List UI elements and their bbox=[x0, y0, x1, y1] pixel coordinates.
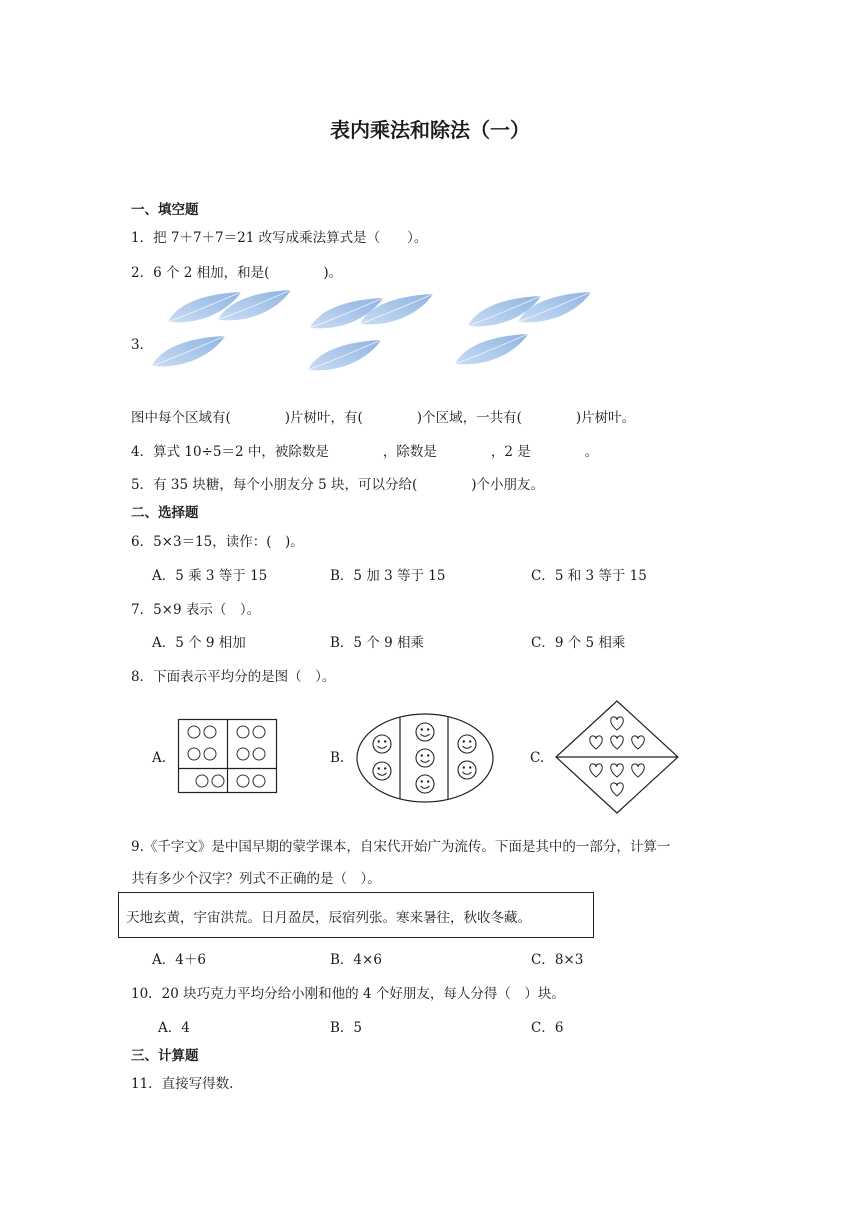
figure-a-rectangle bbox=[178, 719, 277, 793]
circle-icon bbox=[253, 775, 265, 787]
circle-icon bbox=[237, 748, 249, 760]
smiley-icon bbox=[458, 761, 476, 779]
leaf-group-2 bbox=[308, 294, 433, 370]
question-3-number: 3． bbox=[131, 337, 154, 353]
smiley-icon bbox=[458, 735, 476, 753]
question-3: 图中每个区域有( )片树叶，有( )个区域，一共有( )片树叶。 bbox=[131, 410, 636, 426]
circle-icon bbox=[188, 748, 200, 760]
section-heading-fill-blank: 一、填空题 bbox=[131, 202, 199, 218]
circle-icon bbox=[237, 775, 249, 787]
question-10: 10．20 块巧克力平均分给小刚和他的 4 个好朋友，每人分得（ ）块。 bbox=[131, 986, 565, 1002]
figure-b-ellipse bbox=[355, 713, 495, 803]
q6-option-c: C．5 和 3 等于 15 bbox=[531, 568, 647, 584]
q9-option-c: C．8×3 bbox=[531, 952, 584, 968]
leaf-icon bbox=[308, 340, 381, 370]
q9-option-a: A．4＋6 bbox=[152, 952, 206, 968]
question-1: 1．把 7＋7＋7＝21 改写成乘法算式是（ ）。 bbox=[131, 230, 428, 246]
circle-icon bbox=[204, 748, 216, 760]
q10-option-a: A．4 bbox=[158, 1020, 190, 1036]
smiley-icon bbox=[416, 775, 434, 793]
question-5: 5．有 35 块糖，每个小朋友分 5 块，可以分给( )个小朋友。 bbox=[131, 477, 545, 493]
smiley-icon bbox=[416, 723, 434, 741]
question-11: 11．直接写得数. bbox=[131, 1076, 234, 1092]
q8-option-c-label: C. bbox=[530, 750, 545, 766]
section-heading-choice: 二、选择题 bbox=[131, 505, 199, 521]
question-2: 2．6 个 2 相加，和是( )。 bbox=[131, 265, 343, 281]
q9-option-b: B．4×6 bbox=[330, 952, 382, 968]
leaf-figure bbox=[150, 290, 600, 390]
question-7: 7．5×9 表示（ ）。 bbox=[131, 602, 261, 618]
figure-c-diamond bbox=[555, 700, 679, 814]
circle-icon bbox=[237, 726, 249, 738]
leaf-group-1 bbox=[152, 290, 291, 366]
heart-icon bbox=[611, 783, 624, 796]
smiley-icon bbox=[416, 749, 434, 767]
heart-icon bbox=[611, 717, 624, 730]
q6-option-a: A．5 乘 3 等于 15 bbox=[152, 568, 268, 584]
heart-icon bbox=[611, 736, 624, 749]
heart-icon bbox=[590, 764, 603, 777]
heart-icon bbox=[590, 736, 603, 749]
q7-option-c: C．9 个 5 相乘 bbox=[531, 635, 626, 651]
leaf-group-3 bbox=[455, 292, 591, 364]
circle-icon bbox=[253, 726, 265, 738]
q8-option-b-label: B. bbox=[330, 750, 345, 766]
circle-icon bbox=[212, 775, 224, 787]
poem-text: 天地玄黄，宇宙洪荒。日月盈昃，辰宿列张。寒来暑往，秋收冬藏。 bbox=[126, 910, 531, 926]
q8-option-a-label: A. bbox=[152, 750, 167, 766]
heart-icon bbox=[632, 736, 645, 749]
q6-option-b: B．5 加 3 等于 15 bbox=[330, 568, 446, 584]
section-heading-calculation: 三、计算题 bbox=[131, 1048, 199, 1064]
heart-icon bbox=[611, 764, 624, 777]
circle-icon bbox=[188, 726, 200, 738]
question-4: 4．算式 10÷5＝2 中，被除数是 ，除数是 ，2 是 。 bbox=[131, 444, 599, 460]
leaf-icon bbox=[152, 336, 225, 366]
q10-option-c: C．6 bbox=[531, 1020, 564, 1036]
question-9-line-2: 共有多少个汉字？列式不正确的是（ ）。 bbox=[131, 871, 381, 887]
question-8: 8．下面表示平均分的是图（ ）。 bbox=[131, 669, 336, 685]
q7-option-b: B．5 个 9 相乘 bbox=[330, 635, 424, 651]
q7-option-a: A．5 个 9 相加 bbox=[152, 635, 246, 651]
question-6: 6．5×3＝15，读作：( )。 bbox=[131, 534, 304, 550]
circle-icon bbox=[196, 775, 208, 787]
question-9-line-1: 9.《千字文》是中国早期的蒙学课本，自宋代开始广为流传。下面是其中的一部分，计算一 bbox=[131, 839, 671, 855]
page-title: 表内乘法和除法（一） bbox=[330, 118, 530, 142]
q10-option-b: B．5 bbox=[330, 1020, 363, 1036]
heart-icon bbox=[632, 764, 645, 777]
leaf-icon bbox=[455, 334, 528, 364]
circle-icon bbox=[204, 726, 216, 738]
smiley-icon bbox=[373, 735, 391, 753]
poem-box bbox=[118, 892, 594, 938]
smiley-icon bbox=[373, 762, 391, 780]
circle-icon bbox=[253, 748, 265, 760]
